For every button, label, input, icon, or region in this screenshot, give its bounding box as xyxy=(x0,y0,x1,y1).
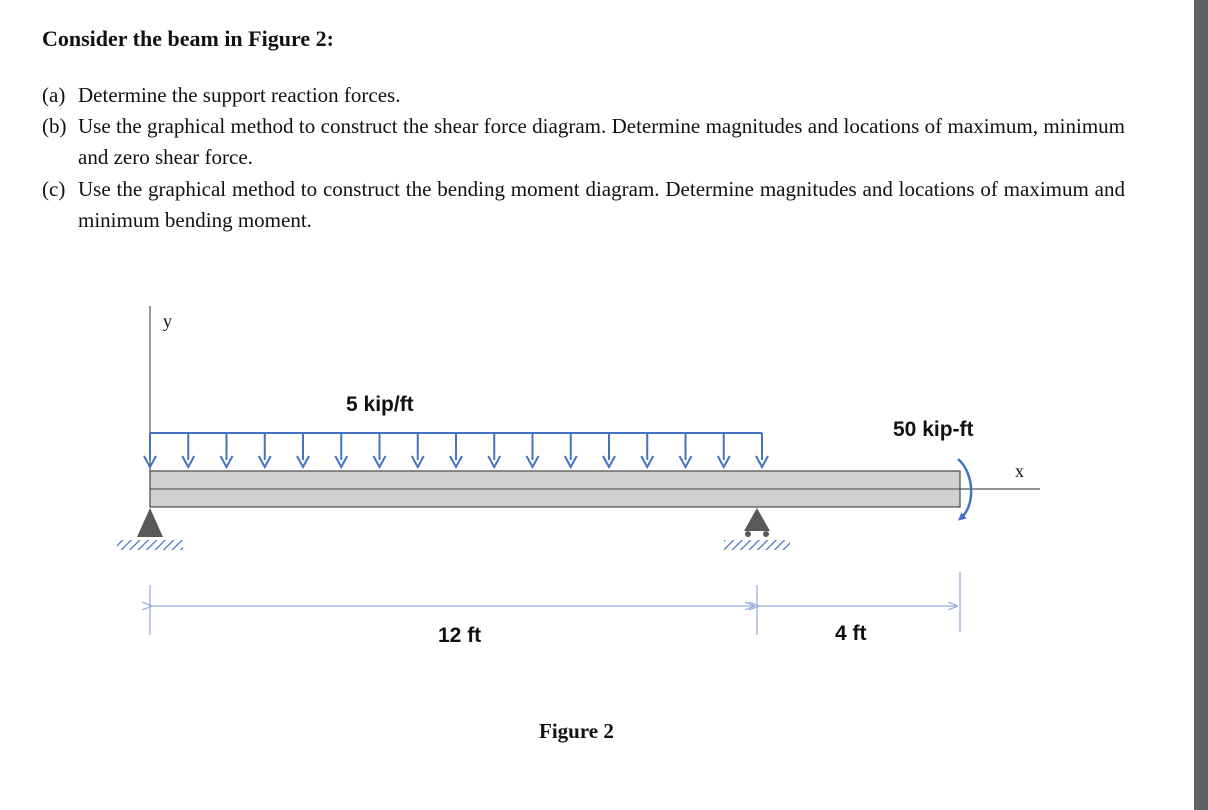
pin-support-left xyxy=(117,508,183,550)
span2-label: 4 ft xyxy=(835,622,867,645)
question-c-text: Use the graphical method to construct the bending moment diagram. Determine magnitudes and locations of maximum and minimum bending moment. xyxy=(78,177,1125,232)
question-c-label: (c) xyxy=(42,177,66,201)
x-axis-label: x xyxy=(1015,461,1024,481)
question-a-text: Determine the support reaction forces. xyxy=(78,83,401,107)
span1-label: 12 ft xyxy=(438,624,482,647)
question-a-label: (a) xyxy=(42,83,66,107)
figure-caption: Figure 2 xyxy=(539,719,614,743)
question-b-label: (b) xyxy=(42,114,67,138)
y-axis-label: y xyxy=(163,311,172,331)
question-b-text: Use the graphical method to construct the shear force diagram. Determine magnitudes and locations of maximum, minimum and zero shear force. xyxy=(78,114,1125,169)
roller-support-right xyxy=(724,508,790,550)
distributed-load-label: 5 kip/ft xyxy=(346,393,414,416)
window-edge-bar xyxy=(1194,0,1208,810)
problem-heading: Consider the beam in Figure 2: xyxy=(42,26,334,51)
distributed-load-arrows xyxy=(144,433,768,467)
moment-label: 50 kip-ft xyxy=(893,418,974,441)
